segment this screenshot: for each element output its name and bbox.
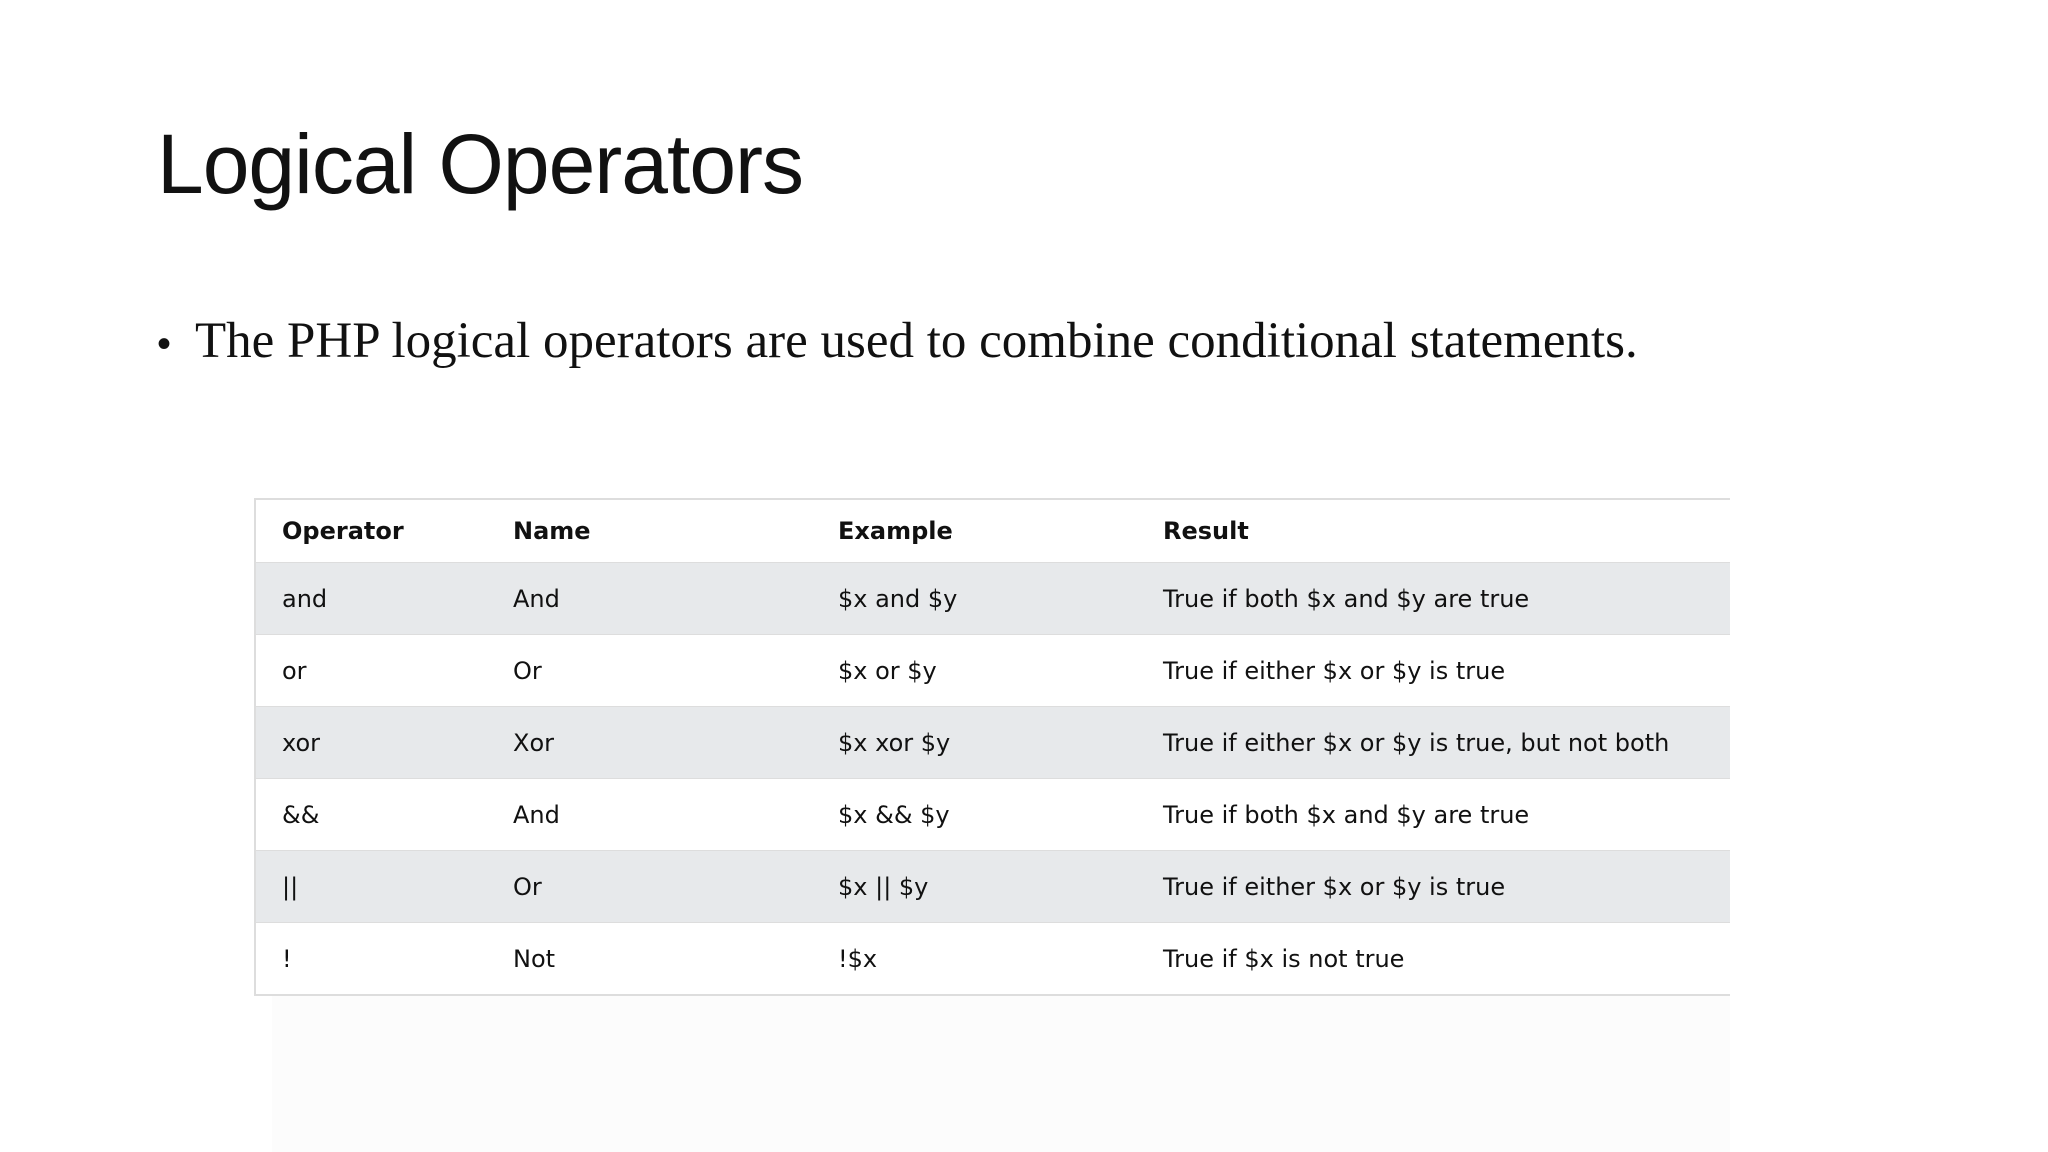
cell-example: $x and $y <box>812 563 1137 635</box>
table-shadow <box>272 995 1730 1152</box>
cell-operator: || <box>256 851 487 923</box>
cell-result: True if $x is not true <box>1137 923 1730 995</box>
table-row <box>256 851 1730 923</box>
cell-operator: and <box>256 563 487 635</box>
cell-name: Or <box>487 851 812 923</box>
cell-name: And <box>487 563 812 635</box>
slide-title: Logical Operators <box>157 117 804 211</box>
header-operator: Operator <box>256 500 487 563</box>
cell-name: And <box>487 779 812 851</box>
cell-operator: or <box>256 635 487 707</box>
cell-example: $x or $y <box>812 635 1137 707</box>
cell-name: Xor <box>487 707 812 779</box>
table-row <box>256 707 1730 779</box>
operators-table-container <box>254 498 1730 996</box>
cell-result: True if both $x and $y are true <box>1137 779 1730 851</box>
table-row <box>256 635 1730 707</box>
cell-result: True if either $x or $y is true <box>1137 635 1730 707</box>
bullet-item <box>157 312 1638 370</box>
cell-operator: && <box>256 779 487 851</box>
cell-example: !$x <box>812 923 1137 995</box>
bullet-text: The PHP logical operators are used to combine conditional statements. <box>195 313 1638 369</box>
cell-example: $x || $y <box>812 851 1137 923</box>
table-row <box>256 563 1730 635</box>
cell-operator: xor <box>256 707 487 779</box>
table-row <box>256 923 1730 995</box>
bullet-dot-icon: • <box>157 322 172 366</box>
table-row <box>256 779 1730 851</box>
cell-example: $x && $y <box>812 779 1137 851</box>
cell-name: Not <box>487 923 812 995</box>
cell-result: True if either $x or $y is true <box>1137 851 1730 923</box>
table-header-row <box>256 500 1730 563</box>
cell-result: True if either $x or $y is true, but not both <box>1137 707 1730 779</box>
header-result: Result <box>1137 500 1730 563</box>
header-example: Example <box>812 500 1137 563</box>
operators-table <box>256 500 1730 994</box>
cell-name: Or <box>487 635 812 707</box>
bullet-list <box>157 312 1638 370</box>
cell-result: True if both $x and $y are true <box>1137 563 1730 635</box>
header-name: Name <box>487 500 812 563</box>
cell-operator: ! <box>256 923 487 995</box>
cell-example: $x xor $y <box>812 707 1137 779</box>
